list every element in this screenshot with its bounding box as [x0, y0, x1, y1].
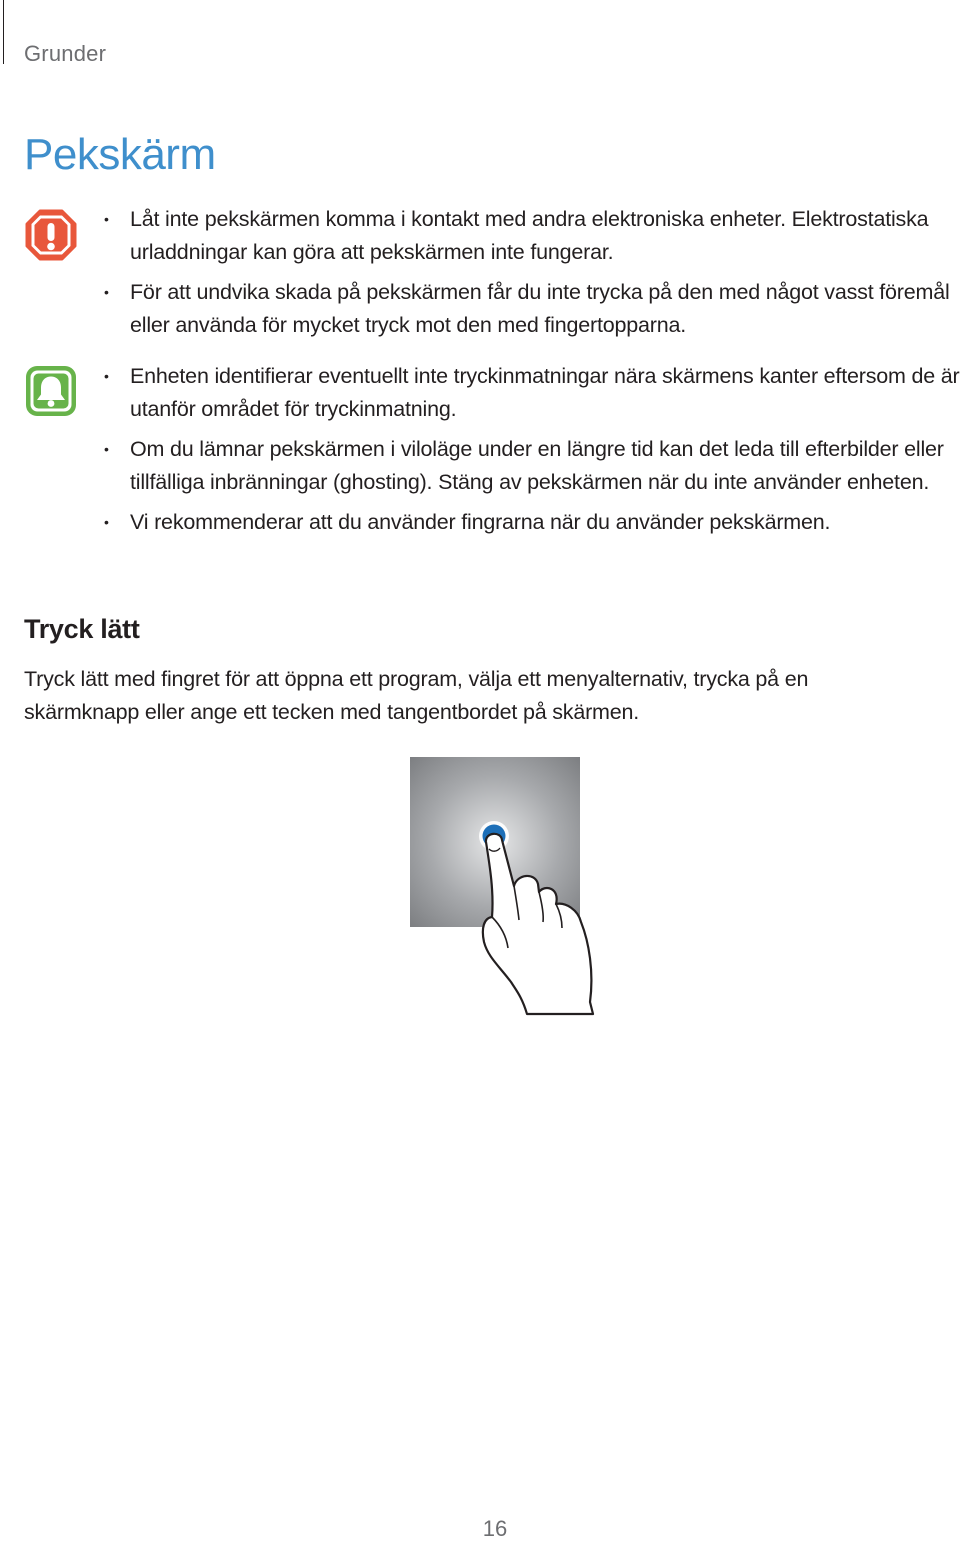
- bell-icon: [24, 364, 78, 418]
- list-item: [104, 203, 960, 269]
- section-body-text: Tryck lätt med fingret för att öppna ett program, välja ett menyalternativ, trycka på en skärmknapp eller ange ett tecken med tangentbordet på skärmen.: [24, 667, 809, 724]
- bullet-icon: •: [104, 211, 109, 227]
- list-item: [104, 433, 960, 499]
- bullet-icon: •: [104, 368, 109, 384]
- note-item-text: Vi rekommenderar att du använder fingrarna när du använder pekskärmen.: [130, 510, 831, 534]
- bullet-icon: •: [104, 514, 109, 530]
- list-item: [104, 506, 960, 539]
- page-title: Pekskärm: [24, 130, 216, 179]
- note-item-text: Enheten identifierar eventuellt inte tryckinmatningar nära skärmens kanter eftersom de är utanför området för tryckinmatning.: [130, 364, 960, 421]
- list-item: [104, 276, 960, 342]
- section-label: Grunder: [24, 41, 107, 66]
- caution-item-text: För att undvika skada på pekskärmen får du inte trycka på den med något vasst föremål eller använda för mycket tryck mot den med fingertopparna.: [130, 280, 950, 337]
- note-item-text: Om du lämnar pekskärmen i viloläge under en längre tid kan det leda till efterbilder eller tillfälliga inbränningar (ghosting). Stäng av pekskärmen när du inte använder enheten.: [130, 437, 944, 494]
- bullet-icon: •: [104, 441, 109, 457]
- bullet-icon: •: [104, 284, 109, 300]
- caution-icon: [24, 208, 78, 262]
- page-number: 16: [482, 1516, 508, 1541]
- subsection-title: Tryck lätt: [24, 614, 140, 644]
- list-item: [104, 360, 960, 426]
- note-list: [104, 360, 960, 546]
- caution-list: [104, 203, 960, 349]
- tap-gesture-illustration: [404, 752, 600, 1016]
- margin-rule: [3, 0, 4, 64]
- caution-item-text: Låt inte pekskärmen komma i kontakt med andra elektroniska enheter. Elektrostatiska urladdningar kan göra att pekskärmen inte fungerar.: [130, 207, 929, 264]
